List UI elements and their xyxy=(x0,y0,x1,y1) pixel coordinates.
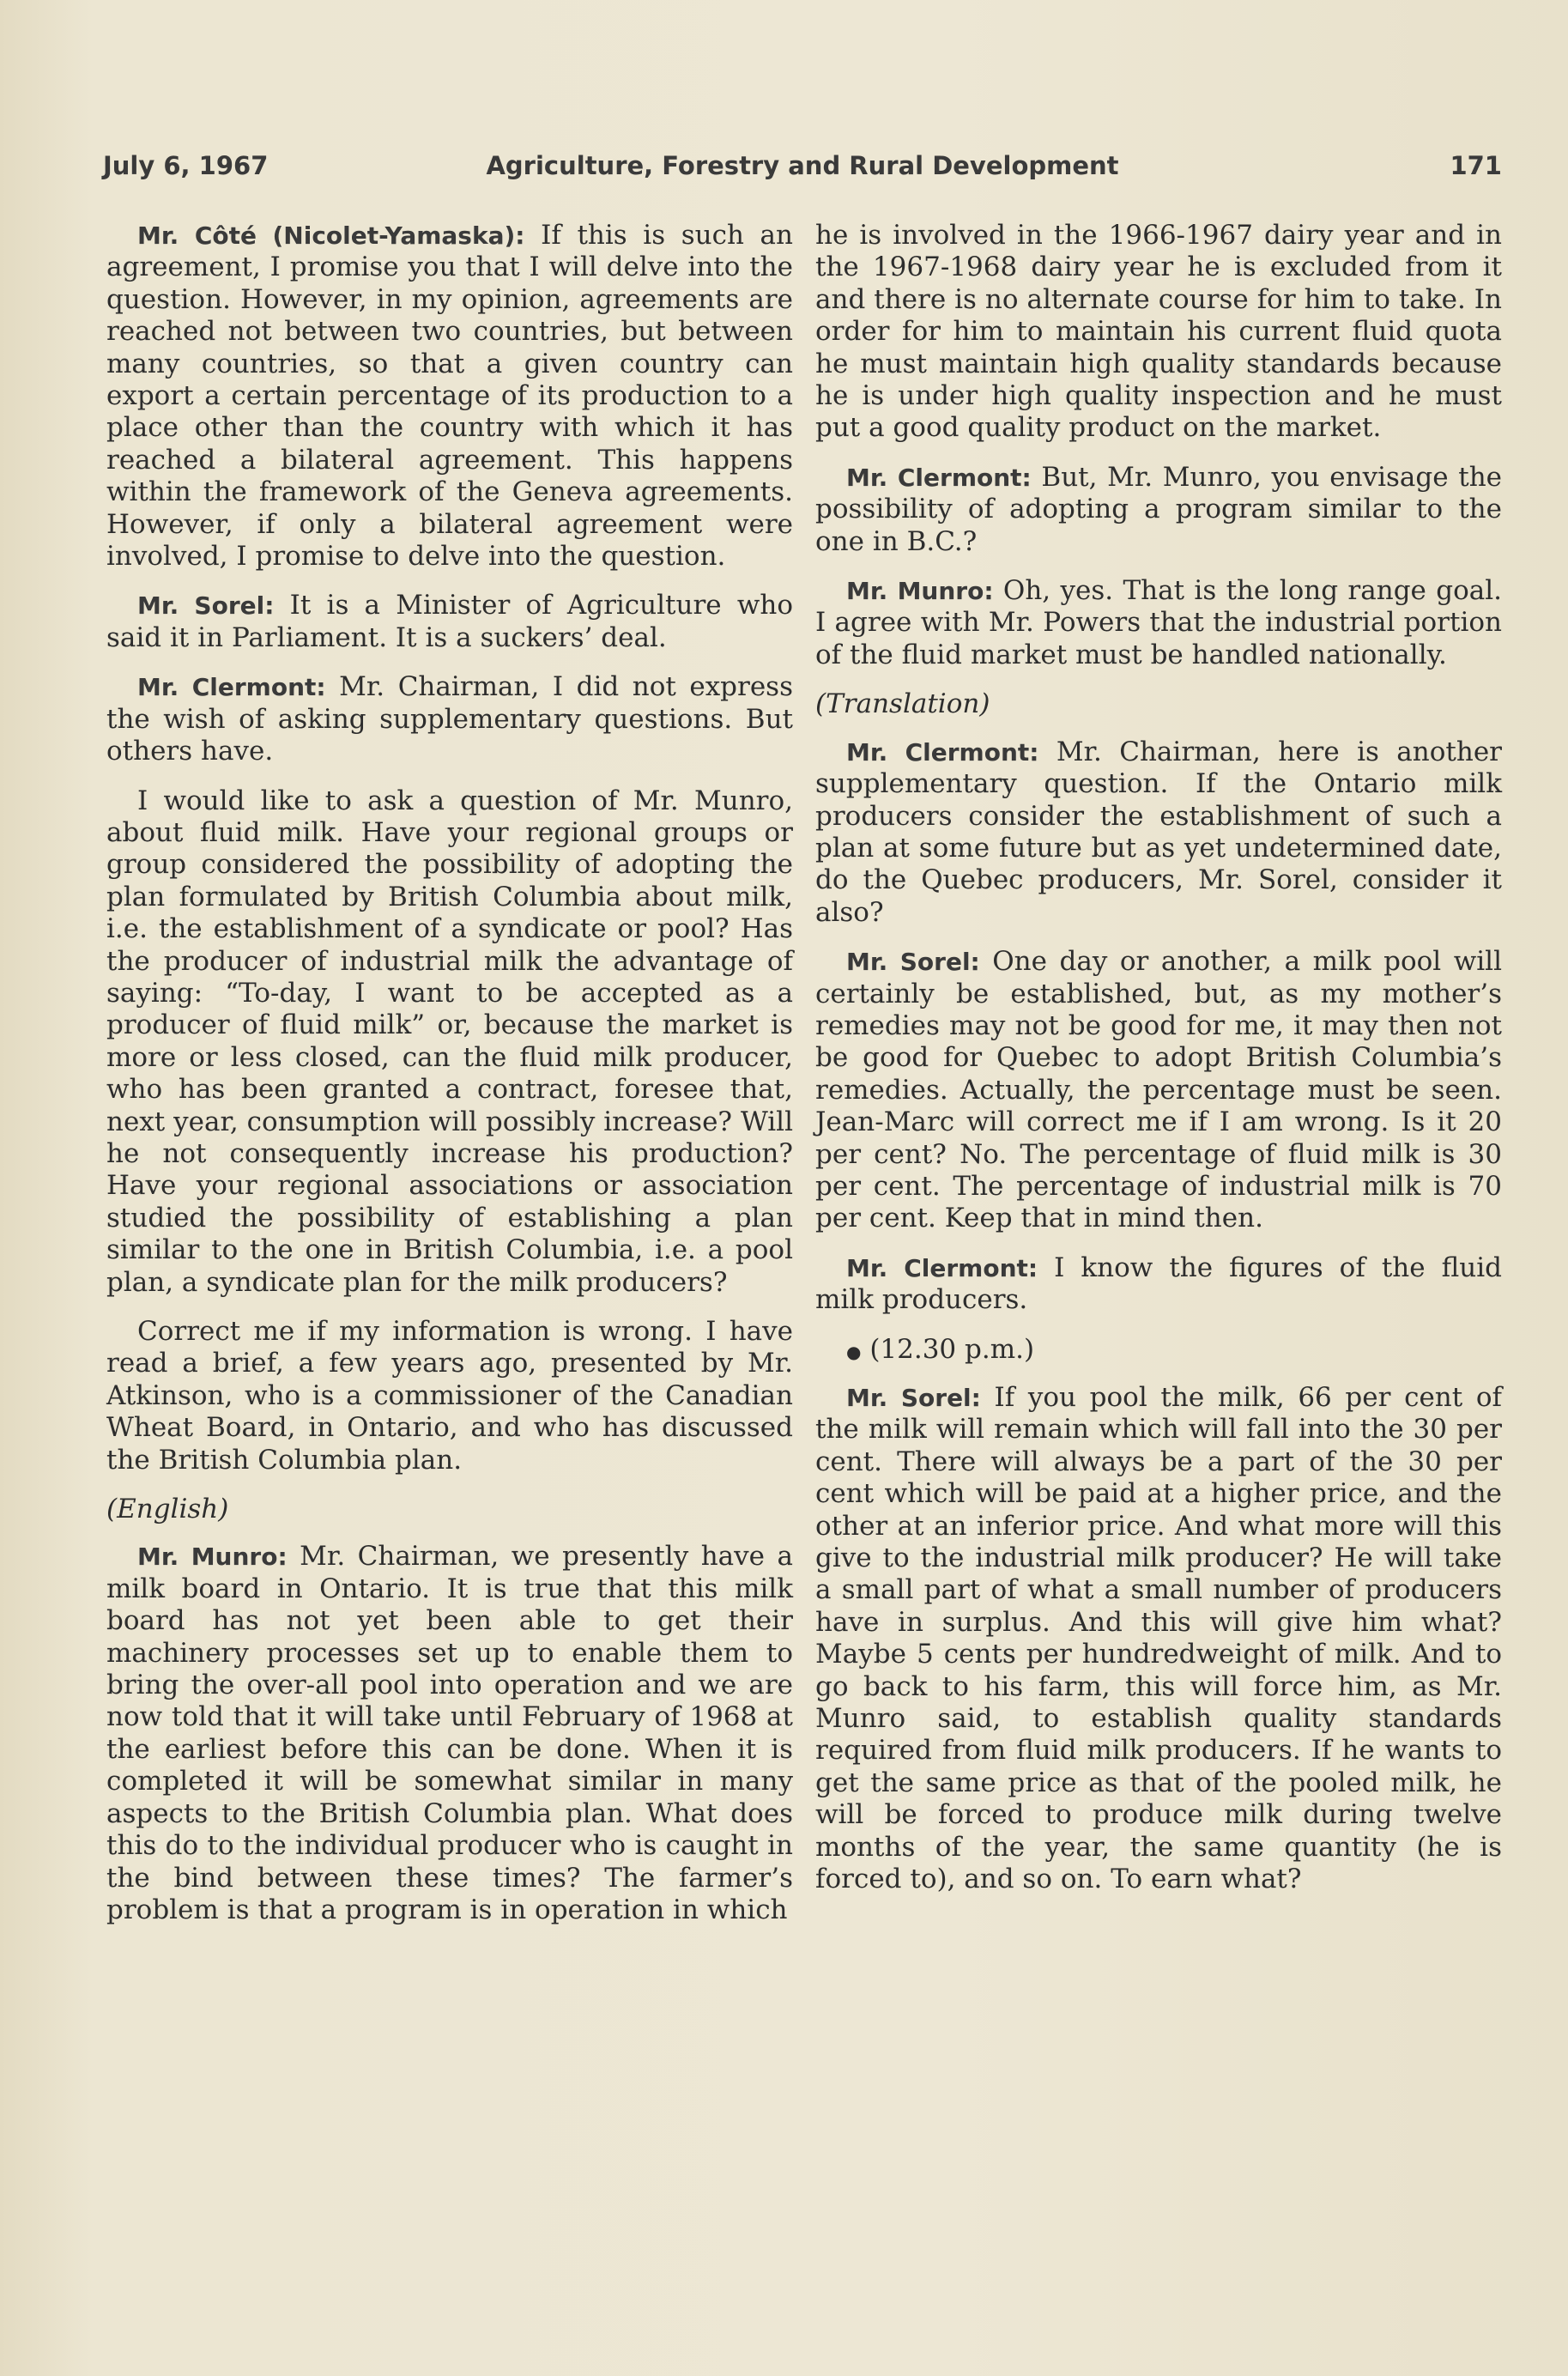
paragraph xyxy=(815,1382,1502,1896)
paragraph-text: Correct me if my information is wrong. I have read a brief, a few years ago, presented by Mr. Atkinson, who is a commissioner of the Canadian Wheat Board, in Ontario, and who has discussed the British Columbia plan. xyxy=(106,1316,793,1476)
paragraph-text: If this is such an agreement, I promise you that I will delve into the question. However, in my opinion, agreements are reached not between two countries, but between many countries, so that a given country can export a certain percentage of its production to a place other than the country with which it has reached a bilateral agreement. This happens within the framework of the Geneva agreements. However, if only a bilateral agreement were involved, I promise to delve into the question. xyxy=(106,220,793,573)
bullet-icon: ● xyxy=(846,1341,862,1362)
paragraph xyxy=(815,1252,1502,1317)
speaker-name: Mr. Clermont: xyxy=(846,463,1032,492)
paragraph-text: I know the figures of the fluid milk producers. xyxy=(815,1252,1502,1316)
paragraph xyxy=(106,785,793,1300)
paragraph-text: Oh, yes. That is the long range goal. I agree with Mr. Powers that the industrial portion of the fluid market must be handled nationally. xyxy=(815,575,1503,670)
speaker-name: Mr. Côté (Nicolet-Yamaska): xyxy=(137,221,525,250)
paragraph-text: Mr. Chairman, we presently have a milk board in Ontario. It is true that this milk board has not yet been able to get their machinery processes set up to enable them to bring the over-all pool into operation and we are now told that it will take until February of 1968 at the earliest before this can be done. When it is completed it will be somewhat similar in many aspects to the British Columbia plan. What does this do to the individual producer who is caught in the bind between these times? The farmer’s problem is that a program is in operation in which xyxy=(106,1541,793,1925)
paragraph xyxy=(106,590,793,654)
paragraph-text: I would like to ask a question of Mr. Munro, about fluid milk. Have your regional groups or group considered the possibility of adopting the plan formulated by British Columbia about milk, i.e. the establishment of a syndicate or pool? Has the producer of industrial milk the advantage of saying: “To-day, I want to be accepted as a producer of fluid milk” or, because the market is more or less closed, can the fluid milk producer, who has been granted a contract, foresee that, next year, consumption will possibly increase? Will he not consequently increase his production? Have your regional associations or association studied the possibility of establishing a plan similar to the one in British Columbia, i.e. a pool plan, a syndicate plan for the milk producers? xyxy=(106,785,793,1298)
paragraph-text: It is a Minister of Agriculture who said it in Parliament. It is a suckers’ deal. xyxy=(106,590,794,653)
section-label: (Translation) xyxy=(815,688,990,720)
paragraph xyxy=(815,462,1502,558)
paragraph xyxy=(106,1316,793,1476)
time-text: (12.30 p.m.) xyxy=(869,1333,1035,1365)
header-date: July 6, 1967 xyxy=(103,151,269,180)
paragraph-text: Mr. Chairman, here is another supplementary question. If the Ontario milk producers consider the establishment of such a plan at some future but as yet undetermined date, do the Quebec producers, Mr. Sorel, consider it also? xyxy=(815,736,1502,928)
paragraph xyxy=(106,1541,793,1926)
page-number: 171 xyxy=(1450,151,1502,180)
speaker-name: Mr. Sorel: xyxy=(846,948,980,977)
right-column xyxy=(815,220,1502,1913)
section-label: (English) xyxy=(106,1494,229,1525)
speaker-name: Mr. Clermont: xyxy=(137,673,326,702)
paragraph xyxy=(815,220,1502,445)
left-column xyxy=(106,220,793,1943)
header-title: Agriculture, Forestry and Rural Development xyxy=(486,151,1119,180)
speaker-name: Mr. Munro: xyxy=(846,577,994,606)
paragraph-text: But, Mr. Munro, you envisage the possibility of adopting a program similar to the one in B.C.? xyxy=(815,461,1503,557)
paragraph-text: One day or another, a milk pool will certainly be established, but, as my mother’s remedies may not be good for me, it may then not be good for Quebec to adopt British Columbia’s remedies. Actually, the percentage must be seen. Jean-Marc will correct me if I am wrong. Is it 20 per cent? No. The percentage of fluid milk is 30 per cent. The percentage of industrial milk is 70 per cent. Keep that in mind then. xyxy=(815,946,1502,1234)
paragraph xyxy=(106,671,793,767)
page-header xyxy=(103,151,1502,194)
time-marker xyxy=(815,1334,1502,1368)
paragraph xyxy=(106,220,793,573)
speaker-name: Mr. Sorel: xyxy=(846,1384,981,1412)
speaker-name: Mr. Munro: xyxy=(137,1543,288,1572)
paragraph-text: Mr. Chairman, I did not express the wish of asking supplementary questions. But others have. xyxy=(106,671,794,767)
speaker-name: Mr. Sorel: xyxy=(137,591,275,621)
paragraph-text: he is involved in the 1966-1967 dairy year and in the 1967-1968 dairy year he is excluded from it and there is no alternate course for him to take. In order for him to maintain his current fluid quota he must maintain high quality standards because he is under high quality inspection and he must put a good quality product on the market. xyxy=(815,220,1502,444)
paragraph xyxy=(815,946,1502,1235)
speaker-name: Mr. Clermont: xyxy=(846,737,1039,767)
paragraph xyxy=(815,736,1502,929)
paragraph-text: If you pool the milk, 66 per cent of the milk will remain which will fall into the 30 per cent. There will always be a part of the 30 per cent which will be paid at a higher price, and the other at an inferior price. And what more will this give to the industrial milk producer? He will take a small part of what a small number of producers have in surplus. And this will give him what? Maybe 5 cents per hundredweight of milk. And to go back to his farm, this will force him, as Mr. Munro said, to establish quality standards required from fluid milk producers. If he wants to get the same price as that of the pooled milk, he will be forced to produce milk during twelve months of the year, the same quantity (he is forced to), and so on. To earn what? xyxy=(815,1382,1502,1895)
paragraph xyxy=(815,575,1502,671)
speaker-name: Mr. Clermont: xyxy=(846,1253,1038,1282)
